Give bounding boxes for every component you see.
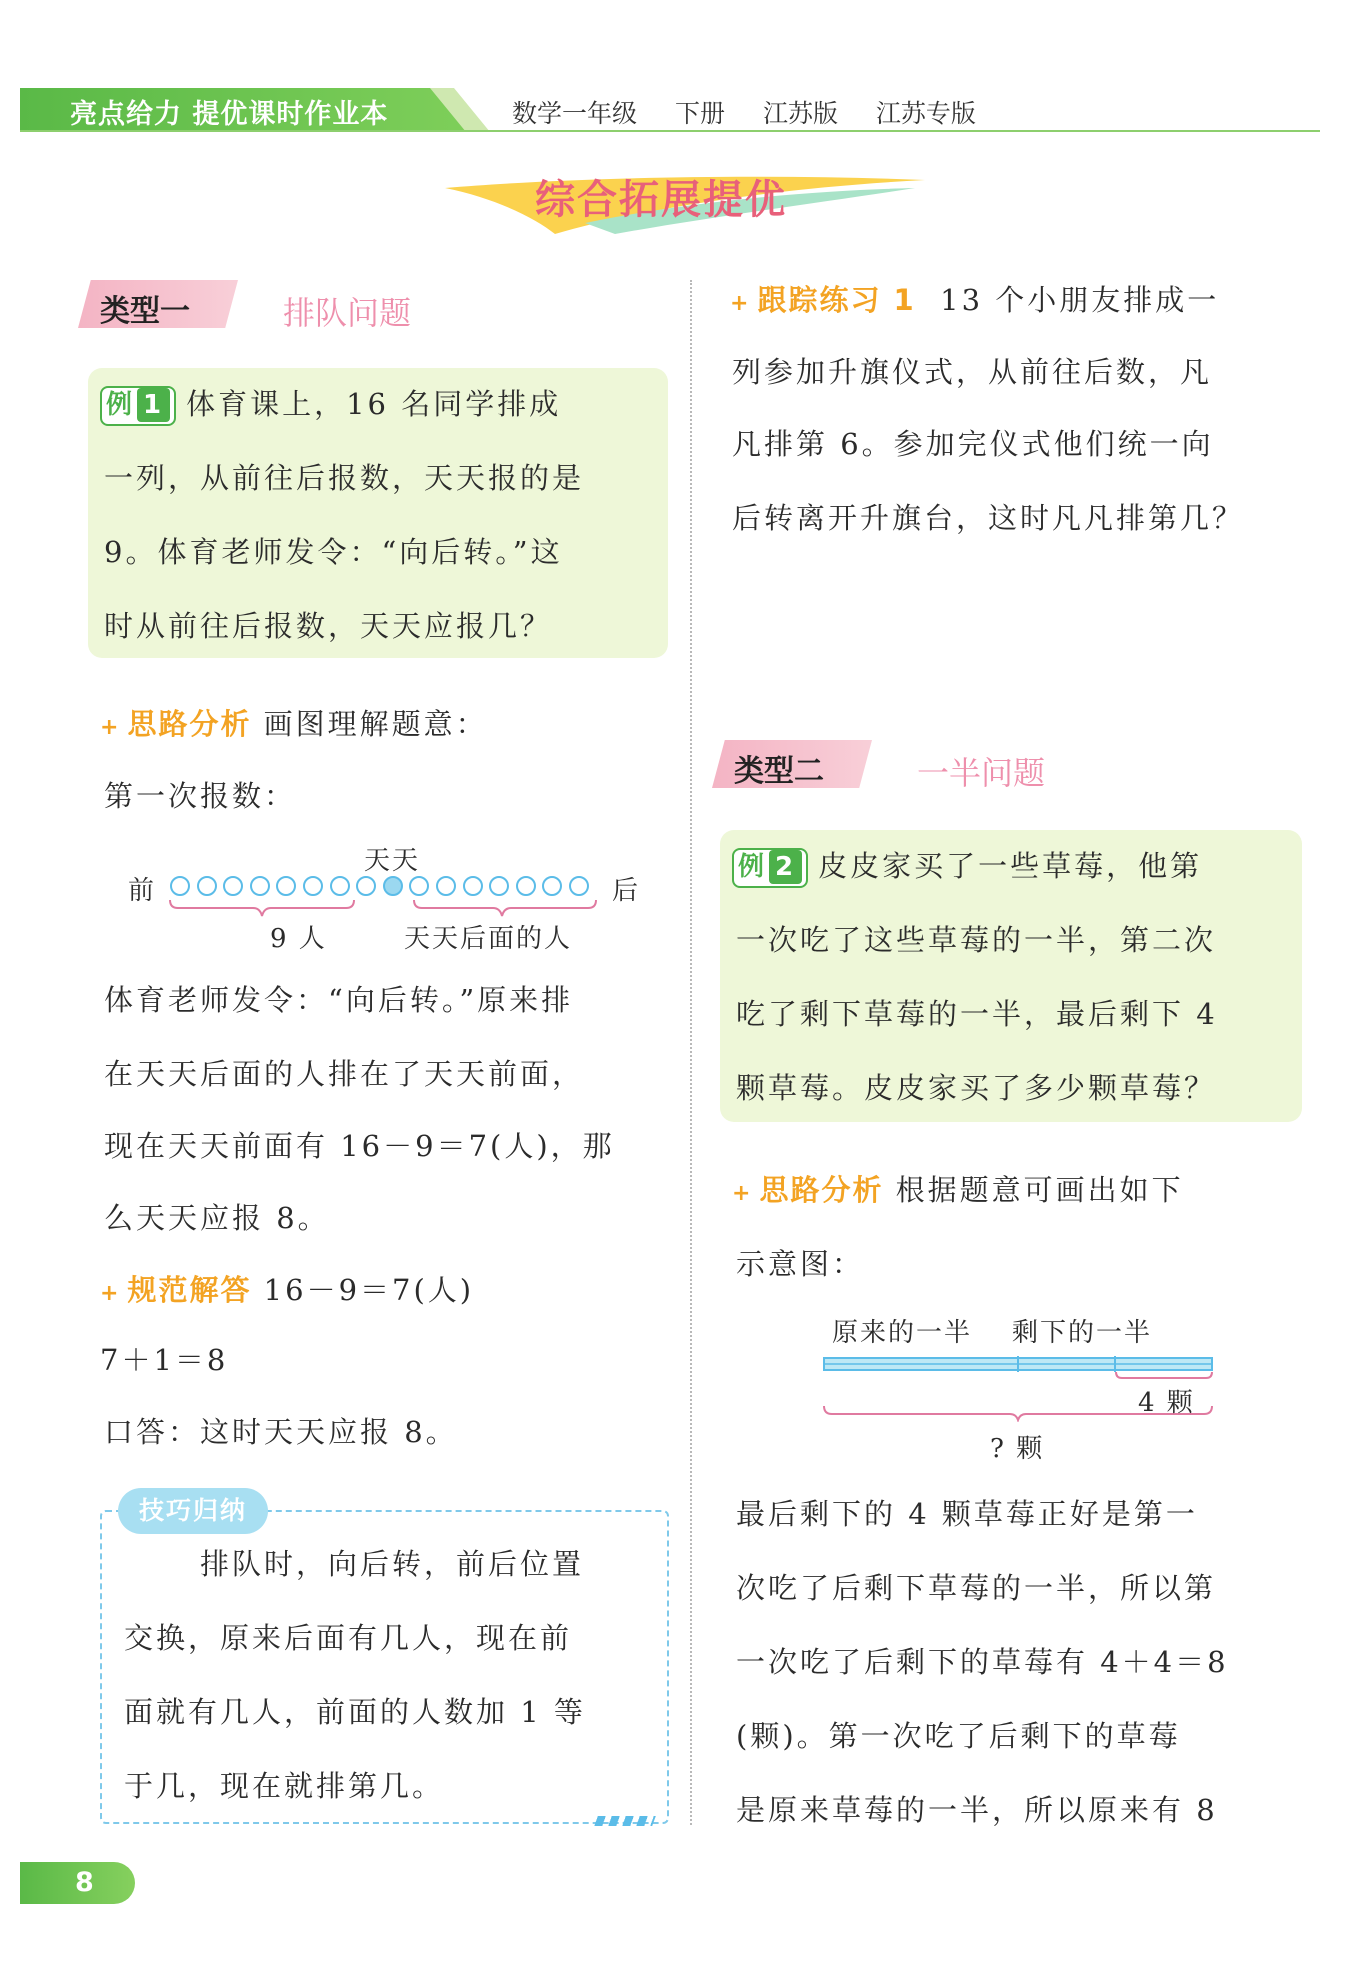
analysis-two-line-2: 示意图： [736,1247,865,1281]
person-circle [223,876,243,896]
four-remaining-label: 4 颗 [1138,1388,1195,1418]
practice-one-line-1: + 跟踪练习 1 13 个小朋友排成一 [730,283,1220,317]
type-one-label [78,280,478,332]
nine-people-label: 9 人 [270,924,327,954]
tips-line-1: 排队时，向后转，前后位置 [200,1547,585,1581]
answer-one-line-2: 7＋1＝8 [100,1343,229,1377]
analysis-one-body-2: 在天天后面的人排在了天天前面， [104,1057,585,1091]
original-half-label: 原来的一半 [832,1318,973,1348]
example-one-line-3: 9。体育老师发令：“向后转。”这 [104,535,563,569]
tips-stripe [594,1816,656,1826]
person-circle [409,876,429,896]
column-divider [690,280,692,1825]
example-two-line-3: 吃了剩下草莓的一半，最后剩下 4 [736,997,1218,1031]
answer-one-line-1: + 规范解答 16－9＝7(人) [100,1273,475,1307]
analysis-two-body-3: 一次吃了后剩下的草莓有 4＋4＝8 [736,1645,1229,1679]
analysis-one-heading: 思路分析 [127,707,252,741]
person-circle [489,876,509,896]
analysis-one-body-4: 么天天应报 8。 [104,1201,330,1235]
plus-icon: + [100,715,122,740]
example-one-line-4: 时从前往后报数，天天应报几？ [104,609,553,643]
queue-braces [168,898,598,920]
section-title: 综合拓展提优 [535,177,787,223]
plus-icon: + [730,291,752,316]
analysis-two-body-2: 次吃了后剩下草莓的一半，所以第 [736,1571,1217,1605]
analysis-two-body-1: 最后剩下的 4 颗草莓正好是第一 [736,1497,1198,1531]
series-brand: 亮点给力 提优课时作业本 [70,99,389,130]
analysis-two-line-1: + 思路分析 根据题意可画出如下 [732,1173,1184,1207]
tips-line-2: 交换，原来后面有几人，现在前 [124,1621,573,1655]
analysis-one-heading-line: + 思路分析 画图理解题意： [100,707,488,741]
practice-one-line-2: 列参加升旗仪式，从前往后数，凡 [732,355,1213,389]
book-info [512,94,1006,130]
header-rule [20,130,1320,132]
remaining-half-label: 剩下的一半 [1012,1318,1153,1348]
front-label: 前 [128,876,157,906]
analysis-two-body-5: 是原来草莓的一半，所以原来有 8 [736,1793,1218,1827]
analysis-one-body-1: 体育老师发令：“向后转。”原来排 [104,983,574,1017]
example-two-line-1: 例 2 皮皮家买了一些草莓，他第 [732,846,1202,888]
first-count-label: 第一次报数： [104,779,297,813]
answer-one-heading: 规范解答 [127,1273,252,1307]
person-circle [170,876,190,896]
type-topic: 排队问题 [283,294,412,332]
tips-tag: 技巧归纳 [118,1488,268,1534]
tiantian-circle [383,876,403,896]
plus-icon: + [732,1181,754,1206]
example-one-tag: 例 1 [100,386,176,426]
person-circle [356,876,376,896]
person-circle [250,876,270,896]
book-volume: 下册 [674,99,725,128]
person-circle [542,876,562,896]
type-number: 类型一 [100,294,190,329]
example-two-tag: 例 2 [732,848,808,888]
book-edition: 江苏版 [762,99,838,128]
analysis-two-heading: 思路分析 [759,1173,884,1207]
example-one-line-1: 例 1 体育课上，16 名同学排成 [100,384,561,426]
total-unknown-label: ? 颗 [990,1434,1045,1464]
person-circle [436,876,456,896]
plus-icon: + [100,1281,122,1306]
book-region: 江苏专版 [875,99,976,128]
example-two-line-4: 颗草莓。皮皮家买了多少颗草莓？ [736,1071,1217,1105]
type-two-label [712,740,1112,792]
analysis-two-body-4: (颗)。第一次吃了后剩下的草莓 [736,1719,1181,1753]
type-number: 类型二 [734,754,824,789]
back-label: 后 [612,876,641,906]
person-circle [303,876,323,896]
person-circle [330,876,350,896]
person-circle [516,876,536,896]
tips-line-4: 于几，现在就排第几。 [124,1769,445,1803]
practice-one-line-3: 凡排第 6。参加完仪式他们统一向 [732,427,1214,461]
page-number: 8 [20,1862,135,1904]
example-one-line-2: 一列，从前往后报数，天天报的是 [104,461,585,495]
tips-line-3: 面就有几人，前面的人数加 1 等 [124,1695,586,1729]
person-circle [569,876,589,896]
answer-one-line-3: 口答：这时天天应报 8。 [104,1415,458,1449]
type-topic: 一半问题 [917,754,1046,792]
tiantian-label: 天天 [364,846,421,876]
practice-one-line-4: 后转离开升旗台，这时凡凡排第几？ [732,501,1245,535]
practice-one-heading: 跟踪练习 1 [757,283,916,317]
person-circle [197,876,217,896]
book-subject: 数学一年级 [512,99,638,128]
analysis-one-body-3: 现在天天前面有 16－9＝7(人)，那 [104,1129,615,1163]
person-circle [463,876,483,896]
person-circle [276,876,296,896]
example-two-line-2: 一次吃了这些草莓的一半，第二次 [736,923,1217,957]
people-behind-label: 天天后面的人 [404,924,573,954]
